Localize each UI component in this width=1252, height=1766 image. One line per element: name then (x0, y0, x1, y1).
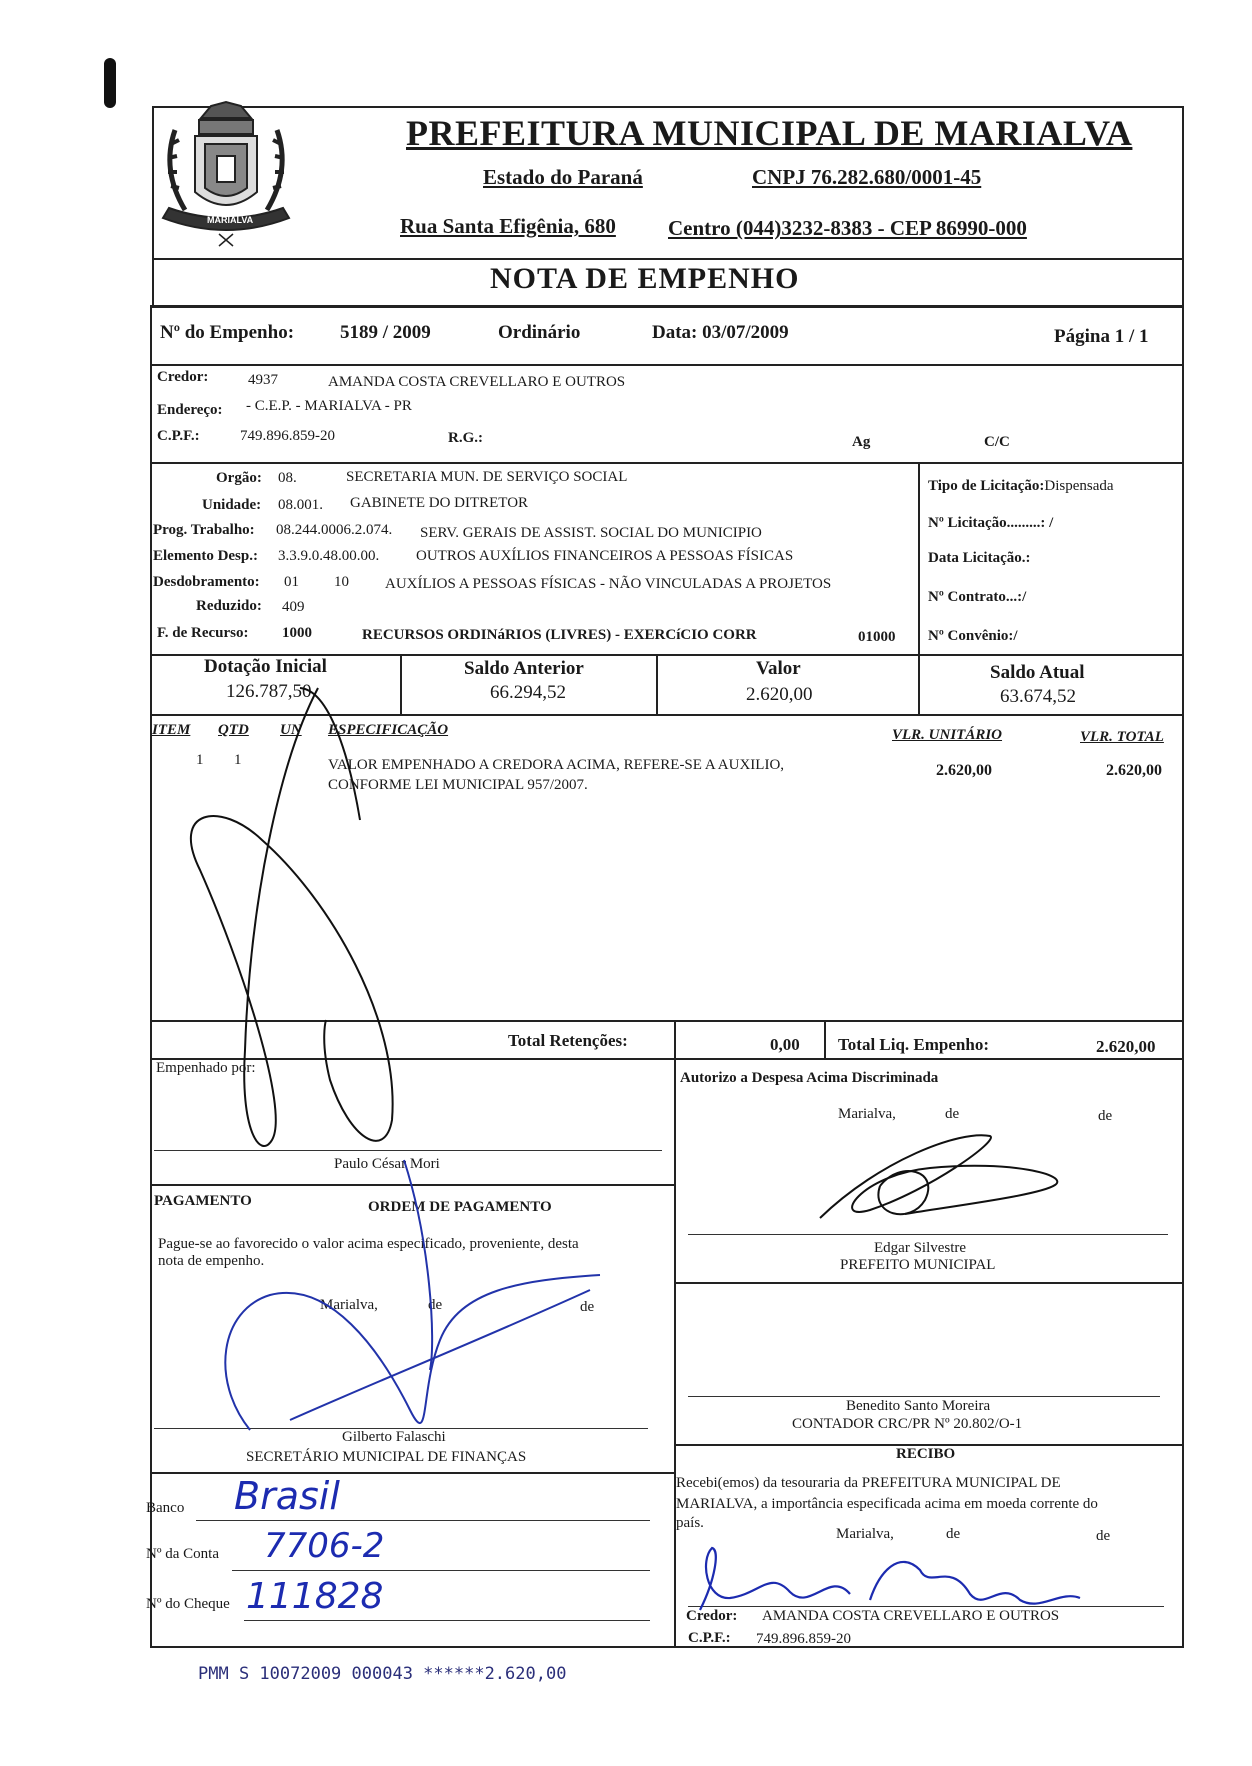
page-number: Página 1 / 1 (1054, 326, 1149, 347)
elemento-code: 3.3.9.0.48.00.00. (278, 548, 380, 564)
dotacao-value: 126.787,50 (226, 681, 312, 702)
empenho-number-label: Nº do Empenho: (160, 322, 295, 343)
conta-label: Nº da Conta (146, 1546, 219, 1562)
autorizo-de2: de (1098, 1108, 1113, 1124)
address-contact: Centro (044)3232-8383 - CEP 86990-000 (668, 216, 1027, 240)
pagamento-city: Marialva, (320, 1297, 378, 1313)
licitacao-type-value: Dispensada (1044, 478, 1114, 494)
saldo-anterior-value: 66.294,52 (490, 682, 566, 703)
dotacao-label: Dotação Inicial (204, 656, 327, 677)
page-title: PREFEITURA MUNICIPAL DE MARIALVA (406, 113, 1133, 153)
credor-code: 4937 (248, 372, 278, 388)
banco-label: Banco (146, 1500, 185, 1516)
credor-label: Credor: (157, 369, 209, 385)
conta-handwritten: 7706-2 (264, 1526, 385, 1566)
recibo-text-line2: MARIALVA, a importância especificada acima em moeda corrente do (676, 1496, 1098, 1512)
pagamento-de2: de (580, 1299, 595, 1315)
recibo-text-line3: país. (676, 1515, 704, 1531)
item-qtd: 1 (234, 752, 242, 768)
cc-label: C/C (984, 434, 1010, 450)
recibo-de1: de (946, 1526, 961, 1542)
empenhado-label: Empenhado por: (156, 1060, 256, 1076)
desdobramento-a: 01 (284, 574, 299, 590)
col-spec-header: ESPECIFICAÇÃO (328, 722, 449, 738)
recibo-credor-label: Credor: (686, 1608, 738, 1624)
prog-code: 08.244.0006.2.074. (276, 522, 393, 538)
item-spec-line2: CONFORME LEI MUNICIPAL 957/2007. (328, 777, 588, 793)
orgao-code: 08. (278, 470, 297, 486)
autorizo-cargo: PREFEITO MUNICIPAL (840, 1257, 996, 1273)
state-name: Estado do Paraná (483, 165, 643, 189)
retencoes-label: Total Retenções: (508, 1031, 628, 1050)
reduzido-label: Reduzido: (196, 598, 262, 614)
contador-cargo: CONTADOR CRC/PR Nº 20.802/O-1 (792, 1416, 1023, 1432)
recibo-text-line1: Recebi(emos) da tesouraria da PREFEITURA MUNICIPAL DE (676, 1475, 1061, 1491)
pagamento-label: PAGAMENTO (154, 1193, 252, 1209)
recibo-city: Marialva, (836, 1526, 894, 1542)
recibo-cpf-label: C.P.F.: (688, 1630, 731, 1646)
recurso-label: F. de Recurso: (157, 625, 249, 641)
total-liquido-value: 2.620,00 (1096, 1037, 1156, 1056)
autorizo-de1: de (945, 1106, 960, 1122)
cheque-label: Nº do Cheque (146, 1596, 230, 1612)
saldo-atual-label: Saldo Atual (990, 662, 1085, 683)
prog-label: Prog. Trabalho: (153, 522, 255, 538)
municipal-seal-icon (155, 100, 297, 250)
col-unit-header: VLR. UNITÁRIO (892, 727, 1003, 743)
pagamento-de1: de (428, 1297, 443, 1313)
recibo-de2: de (1096, 1528, 1111, 1544)
elemento-desc: OUTROS AUXÍLIOS FINANCEIROS A PESSOAS FÍSICAS (416, 548, 794, 564)
street-address: Rua Santa Efigênia, 680 (400, 214, 616, 238)
retencoes-value: 0,00 (770, 1035, 800, 1054)
banco-handwritten: Brasil (234, 1474, 340, 1518)
pagamento-text-line2: nota de empenho. (158, 1253, 265, 1269)
col-item-header: ITEM (152, 722, 191, 738)
item-number: 1 (196, 752, 204, 768)
saldo-atual-value: 63.674,52 (1000, 686, 1076, 707)
recibo-credor-name: AMANDA COSTA CREVELLARO E OUTROS (762, 1608, 1060, 1624)
convenio-number: Nº Convênio:/ (928, 628, 1018, 644)
desdobramento-desc: AUXÍLIOS A PESSOAS FÍSICAS - NÃO VINCULADAS A PROJETOS (385, 576, 832, 592)
col-un-header: UN (280, 722, 302, 738)
valor-value: 2.620,00 (746, 684, 813, 705)
empenho-type: Ordinário (498, 322, 581, 343)
elemento-label: Elemento Desp.: (153, 548, 258, 564)
licitacao-number: Nº Licitação.........: / (928, 515, 1054, 531)
contrato-number: Nº Contrato...:/ (928, 589, 1027, 605)
scan-mark (104, 58, 116, 108)
cpf-value: 749.896.859-20 (240, 428, 335, 444)
unidade-code: 08.001. (278, 497, 323, 513)
reduzido-value: 409 (282, 599, 305, 615)
item-total-value: 2.620,00 (1106, 762, 1162, 779)
seal-text: MARIALVA (207, 215, 254, 225)
desdobramento-label: Desdobramento: (153, 574, 260, 590)
pagamento-text-line1: Pague-se ao favorecido o valor acima especificado, proveniente, desta (158, 1236, 579, 1252)
saldo-anterior-label: Saldo Anterior (464, 658, 584, 679)
desdobramento-b: 10 (334, 574, 349, 590)
recurso-code: 1000 (282, 625, 312, 641)
recurso-desc: RECURSOS ORDINáRIOS (LIVRES) - EXERCíCIO CORR (362, 627, 757, 643)
autorizo-label: Autorizo a Despesa Acima Discriminada (680, 1070, 939, 1086)
unidade-desc: GABINETE DO DITRETOR (350, 495, 529, 511)
unidade-label: Unidade: (202, 497, 262, 513)
recibo-label: RECIBO (896, 1446, 956, 1462)
endereco-label: Endereço: (157, 402, 223, 418)
col-qtd-header: QTD (218, 722, 249, 738)
document-title: NOTA DE EMPENHO (490, 262, 800, 295)
rg-label: R.G.: (448, 430, 483, 446)
orgao-desc: SECRETARIA MUN. DE SERVIÇO SOCIAL (346, 469, 628, 485)
contador-name: Benedito Santo Moreira (846, 1398, 991, 1414)
ordem-pagamento-label: ORDEM DE PAGAMENTO (368, 1199, 552, 1215)
empenhado-signer: Paulo César Mori (334, 1156, 440, 1172)
pagamento-cargo: SECRETÁRIO MUNICIPAL DE FINANÇAS (246, 1449, 527, 1465)
valor-label: Valor (756, 658, 801, 679)
authentication-stamp: PMM S 10072009 000043 ******2.620,00 (198, 1664, 567, 1684)
pagamento-signer: Gilberto Falaschi (342, 1429, 446, 1445)
item-spec-line1: VALOR EMPENHADO A CREDORA ACIMA, REFERE-SE A AUXILIO, (328, 757, 785, 773)
prog-desc: SERV. GERAIS DE ASSIST. SOCIAL DO MUNICIPIO (420, 525, 762, 541)
cheque-handwritten: 111828 (246, 1576, 384, 1617)
empenho-number: 5189 / 2009 (340, 322, 431, 343)
licitacao-type-label: Tipo de Licitação:Dispensada (928, 478, 1114, 494)
item-unit-value: 2.620,00 (936, 762, 992, 779)
cnpj: CNPJ 76.282.680/0001-45 (752, 165, 982, 189)
cpf-label: C.P.F.: (157, 428, 200, 444)
orgao-label: Orgão: (216, 470, 262, 486)
autorizo-signer: Edgar Silvestre (874, 1240, 967, 1256)
total-liquido-label: Total Liq. Empenho: (838, 1035, 989, 1054)
autorizo-city: Marialva, (838, 1106, 896, 1122)
recibo-cpf-value: 749.896.859-20 (756, 1631, 851, 1647)
recurso-number: 01000 (858, 629, 896, 645)
col-total-header: VLR. TOTAL (1080, 729, 1164, 745)
ag-label: Ag (852, 434, 871, 450)
licitacao-date: Data Licitação.: (928, 550, 1031, 566)
credor-name: AMANDA COSTA CREVELLARO E OUTROS (328, 374, 626, 390)
endereco-value: - C.E.P. - MARIALVA - PR (246, 398, 412, 414)
empenho-date: Data: 03/07/2009 (652, 322, 789, 343)
